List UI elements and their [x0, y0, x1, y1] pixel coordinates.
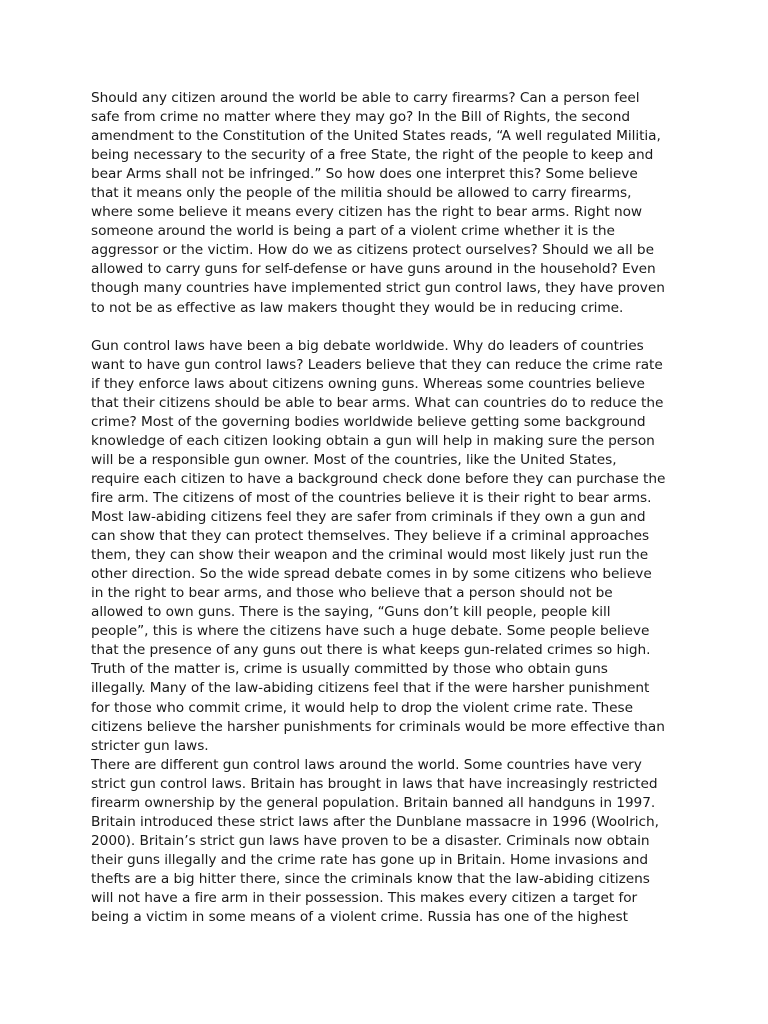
text-line: being a victim in some means of a violent crime. Russia has one of the highest [91, 909, 628, 926]
text-line: 2000). Britain’s strict gun laws have proven to be a disaster. Criminals now obtain [91, 832, 650, 849]
paragraph-gap [91, 318, 679, 337]
text-line: firearm ownership by the general population. Britain banned all handguns in 1997. [91, 794, 656, 811]
text-line: if they enforce laws about citizens owning guns. Whereas some countries believe [91, 375, 645, 392]
text-line: them, they can show their weapon and the criminal would most likely just run the [91, 547, 649, 564]
text-line: knowledge of each citizen looking obtain a gun will help in making sure the person [91, 432, 655, 449]
text-line: crime? Most of the governing bodies worldwide believe getting some background [91, 413, 646, 430]
text-line: aggressor or the victim. How do we as citizens protect ourselves? Should we all be [91, 242, 654, 259]
text-line: Gun control laws have been a big debate worldwide. Why do leaders of countries [91, 337, 644, 354]
text-line: that the presence of any guns out there is what keeps gun-related crimes so high. [91, 642, 651, 659]
text-line: stricter gun laws. [91, 737, 209, 754]
text-line: citizens believe the harsher punishments for criminals would be more effective than [91, 718, 665, 735]
text-line: where some believe it means every citizen has the right to bear arms. Right now [91, 204, 643, 221]
text-line: will be a responsible gun owner. Most of the countries, like the United States, [91, 451, 617, 468]
paragraph-intro [91, 89, 679, 318]
text-line: their guns illegally and the crime rate has gone up in Britain. Home invasions and [91, 851, 649, 868]
text-line: require each citizen to have a background check done before they can purchase the [91, 470, 666, 487]
text-line: amendment to the Constitution of the United States reads, “A well regulated Militia, [91, 128, 661, 145]
text-line: other direction. So the wide spread debate comes in by some citizens who believe [91, 566, 652, 583]
text-line: in the right to bear arms, and those who believe that a person should not be [91, 585, 613, 602]
text-line: thefts are a big hitter there, since the criminals know that the law-abiding citizens [91, 870, 650, 887]
paragraph-laws-around-world [91, 756, 679, 927]
text-line: for those who commit crime, it would help to drop the violent crime rate. These [91, 699, 633, 716]
text-line: that it means only the people of the militia should be allowed to carry firearms, [91, 185, 632, 202]
paragraph-gun-control-debate [91, 337, 679, 756]
text-line: illegally. Many of the law-abiding citizens feel that if the were harsher punishment [91, 680, 650, 697]
document-body [91, 89, 679, 927]
text-line: to not be as effective as law makers thought they would be in reducing crime. [91, 299, 624, 316]
text-line: safe from crime no matter where they may go? In the Bill of Rights, the second [91, 109, 630, 126]
text-line: Should any citizen around the world be able to carry firearms? Can a person feel [91, 90, 640, 106]
text-line: someone around the world is being a part of a violent crime whether it is the [91, 223, 615, 240]
text-line: will not have a fire arm in their possession. This makes every citizen a target for [91, 889, 638, 906]
text-line: can show that they can protect themselves. They believe if a criminal approaches [91, 528, 650, 545]
text-line: Truth of the matter is, crime is usually committed by those who obtain guns [91, 661, 608, 678]
text-line: Most law-abiding citizens feel they are safer from criminals if they own a gun and [91, 509, 646, 526]
text-line: There are different gun control laws around the world. Some countries have very [91, 756, 642, 773]
text-line: that their citizens should be able to bear arms. What can countries do to reduce the [91, 394, 664, 411]
text-line: being necessary to the security of a free State, the right of the people to keep and [91, 147, 654, 164]
text-line: fire arm. The citizens of most of the countries believe it is their right to bear arms. [91, 489, 652, 506]
text-line: Britain introduced these strict laws after the Dunblane massacre in 1996 (Woolrich, [91, 813, 659, 830]
text-line: though many countries have implemented strict gun control laws, they have proven [91, 280, 665, 297]
text-line: allowed to own guns. There is the saying, “Guns don’t kill people, people kill [91, 604, 611, 621]
text-line: allowed to carry guns for self-defense or have guns around in the household? Even [91, 261, 656, 278]
text-line: strict gun control laws. Britain has brought in laws that have increasingly restricted [91, 775, 658, 792]
text-line: want to have gun control laws? Leaders believe that they can reduce the crime rate [91, 356, 663, 373]
text-line: people”, this is where the citizens have such a huge debate. Some people believe [91, 623, 650, 640]
text-line: bear Arms shall not be infringed.” So how does one interpret this? Some believe [91, 166, 638, 183]
